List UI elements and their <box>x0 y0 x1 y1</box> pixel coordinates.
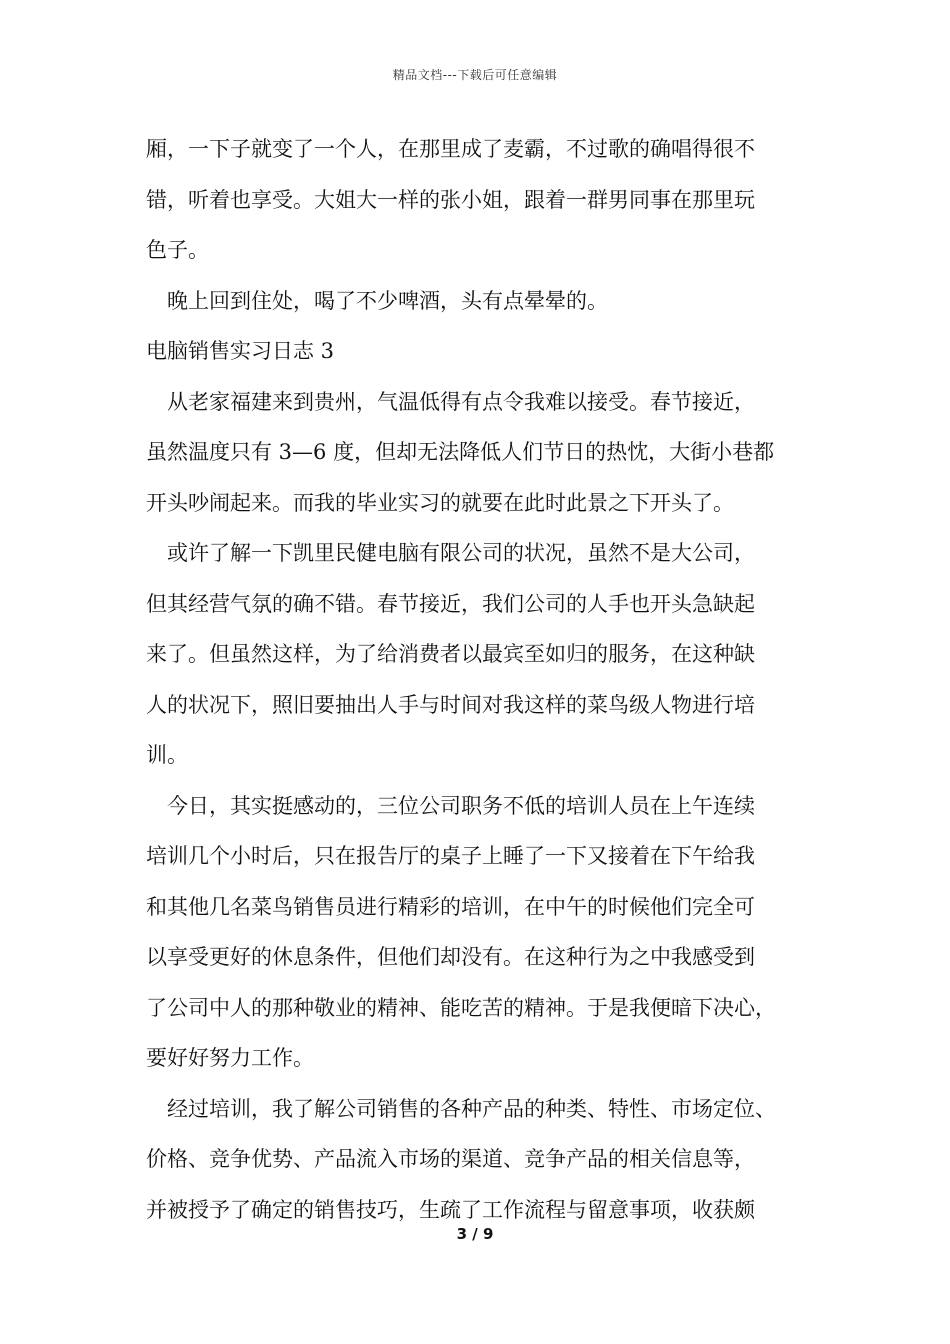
text-line: 或许了解一下凯里民健电脑有限公司的状况，虽然不是大公司， <box>167 541 755 565</box>
text-line: 经过培训，我了解公司销售的各种产品的种类、特性、市场定位、 <box>167 1096 776 1121</box>
document-body <box>146 124 826 1235</box>
text-line: 错，听着也享受。大姐大一样的张小姐，跟着一群男同事在那里玩 <box>146 187 755 212</box>
text-line: 开头吵闹起来。而我的毕业实习的就要在此时此景之下开头了。 <box>146 490 734 515</box>
text-line: 训。 <box>146 743 188 767</box>
page-header: 精品文档---下载后可任意编辑 <box>392 68 558 82</box>
text-line: 培训几个小时后，只在报告厅的桌子上睡了一下又接着在下午给我 <box>146 844 755 868</box>
text-line: 了公司中人的那种敬业的精神、能吃苦的精神。于是我便暗下决心， <box>146 995 776 1020</box>
text-line: 从老家福建来到贵州，气温低得有点令我难以接受。春节接近， <box>167 389 755 414</box>
page-number: 3 / 9 <box>456 1225 494 1243</box>
text-line: 晚上回到住处，喝了不少啤酒，头有点晕晕的。 <box>167 288 608 313</box>
paragraph-ktv <box>146 124 826 276</box>
text-line: 色子。 <box>146 238 209 262</box>
heading-text: 电脑销售实习日志 3 <box>146 339 335 363</box>
text-line: 并被授予了确定的销售技巧，生疏了工作流程与留意事项，收获颇 <box>146 1197 755 1222</box>
paragraph-training <box>146 781 826 1084</box>
paragraph-evening <box>146 276 826 327</box>
paragraph-arrival <box>146 377 826 529</box>
text-line: 以享受更好的休息条件，但他们却没有。在这种行为之中我感受到 <box>146 945 755 969</box>
paragraph-company <box>146 528 826 781</box>
paragraph-after-training <box>146 1084 826 1236</box>
text-line: 虽然温度只有 3—6 度，但却无法降低人们节日的热忱，大街小巷都 <box>146 440 775 464</box>
text-line: 来了。但虽然这样，为了给消费者以最宾至如归的服务，在这种缺 <box>146 642 755 666</box>
text-line: 人的状况下，照旧要抽出人手与时间对我这样的菜鸟级人物进行培 <box>146 692 755 717</box>
text-line: 和其他几名菜鸟销售员进行精彩的培训，在中午的时候他们完全可 <box>146 894 755 919</box>
text-line: 今日，其实挺感动的，三位公司职务不低的培训人员在上午连续 <box>167 793 755 818</box>
text-line: 要好好努力工作。 <box>146 1046 314 1070</box>
text-line: 但其经营气氛的确不错。春节接近，我们公司的人手也开头急缺起 <box>146 591 755 616</box>
section-heading <box>146 326 826 377</box>
text-line: 价格、竞争优势、产品流入市场的渠道、竞争产品的相关信息等， <box>146 1147 755 1171</box>
text-line: 厢，一下子就变了一个人，在那里成了麦霸，不过歌的确唱得很不 <box>146 137 755 161</box>
